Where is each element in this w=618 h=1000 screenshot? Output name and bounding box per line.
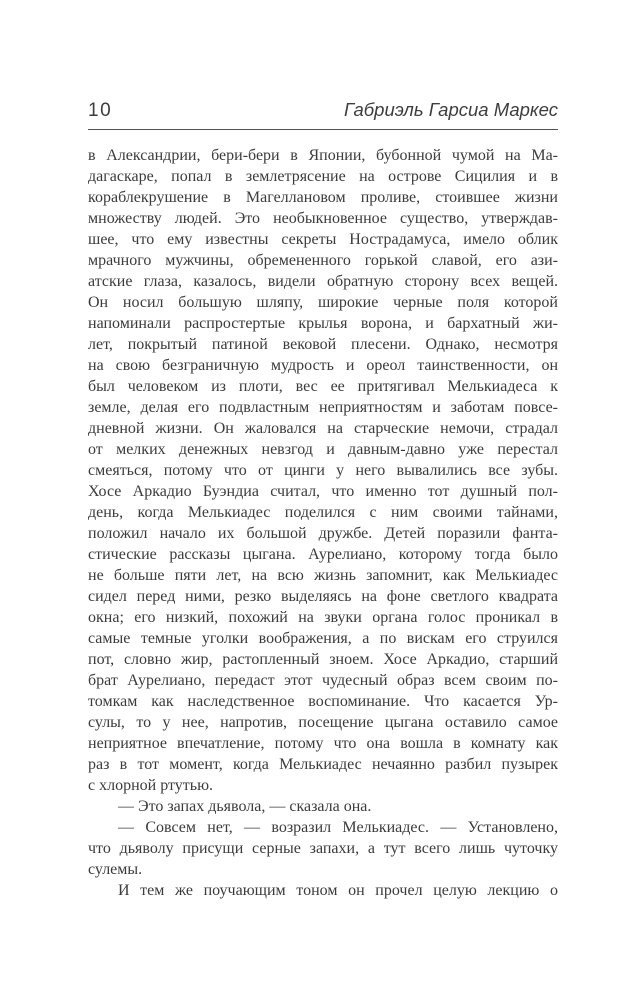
text-line: множеству людей. Это необыкновенное существо, утверждав- <box>88 210 558 227</box>
text-line: лет, покрытый патиной вековой плесени. Однако, несмотря <box>88 336 558 353</box>
text-line: Он носил большую шляпу, широкие черные поля которой <box>88 294 558 311</box>
text-line: с хлорной ртутью. <box>88 777 214 794</box>
text-line: положил начало их большой дружбе. Детей поразили фанта- <box>88 525 558 542</box>
text-line: атские глаза, казалось, видели обратную сторону всех вещей. <box>88 273 558 290</box>
text-line: стические рассказы цыгана. Аурелиано, которому тогда было <box>88 546 558 563</box>
body-text <box>88 145 558 901</box>
text-line: сулемы. <box>88 861 143 878</box>
text-line: брат Аурелиано, передаст этот чудесный образ всем своим по- <box>88 672 558 689</box>
text-line: самые темные уголки воображения, а по вискам его струился <box>88 630 558 647</box>
text-line: день, когда Мелькиадес поделился с ним своими тайнами, <box>88 504 558 521</box>
page-number: 10 <box>88 100 113 121</box>
text-line: шее, что ему известны секреты Нострадамуса, имело облик <box>88 231 558 248</box>
text-line: на свою безграничную мудрость и ореол таинственности, он <box>88 357 558 374</box>
text-line: дневной жизни. Он жаловался на старческие немочи, страдал <box>88 420 558 437</box>
text-line: земле, делая его подвластным неприятностям и заботам повсе- <box>88 399 558 416</box>
text-line: томкам как наследственное воспоминание. Что касается Ур- <box>88 693 558 710</box>
text-line: смеяться, потому что от цинги у него вывалились все зубы. <box>88 462 558 479</box>
text-line: пот, словно жир, растопленный зноем. Хосе Аркадио, старший <box>88 651 558 668</box>
text-line: напоминали распростертые крылья ворона, и бархатный жи- <box>88 315 558 332</box>
text-line: не больше пяти лет, на всю жизнь запомнит, как Мелькиадес <box>88 567 558 584</box>
text-line: Хосе Аркадио Буэндиа считал, что именно тот душный пол- <box>88 483 558 500</box>
text-line: — Совсем нет, — возразил Мелькиадес. — Установлено, <box>118 819 558 836</box>
text-line: — Это запах дьявола, — сказала она. <box>118 798 372 815</box>
text-line: окна; его низкий, похожий на звуки органа голос проникал в <box>88 609 558 626</box>
text-line: сулы, то у нее, напротив, посещение цыгана оставило самое <box>88 714 558 731</box>
text-line: мрачного мужчины, обремененного горькой славой, его ази- <box>88 252 558 269</box>
text-line: был человеком из плоти, вес ее притягивал Мелькиадеса к <box>88 378 558 395</box>
text-line: раз в тот момент, когда Мелькиадес нечаянно разбил пузырек <box>88 756 558 773</box>
running-title-author: Габриэль Гарсиа Маркес <box>344 99 558 120</box>
text-line: И тем же поучающим тоном он прочел целую лекцию о <box>118 882 558 899</box>
text-line: в Александрии, бери-бери в Японии, бубонной чумой на Ма- <box>88 147 558 164</box>
text-line: неприятное впечатление, потому что она вошла в комнату как <box>88 735 558 752</box>
text-line: сидел перед ними, резко выделяясь на фоне светлого квадрата <box>88 588 558 605</box>
text-line: что дьяволу присущи серные запахи, а тут всего лишь чуточку <box>88 840 558 857</box>
running-header <box>88 99 558 130</box>
text-line: кораблекрушение в Магеллановом проливе, стоившее жизни <box>88 189 558 206</box>
text-line: от мелких денежных невзгод и давным-давно уже перестал <box>88 441 558 458</box>
text-line: дагаскаре, попал в землетрясение на острове Сицилия и в <box>88 168 558 185</box>
